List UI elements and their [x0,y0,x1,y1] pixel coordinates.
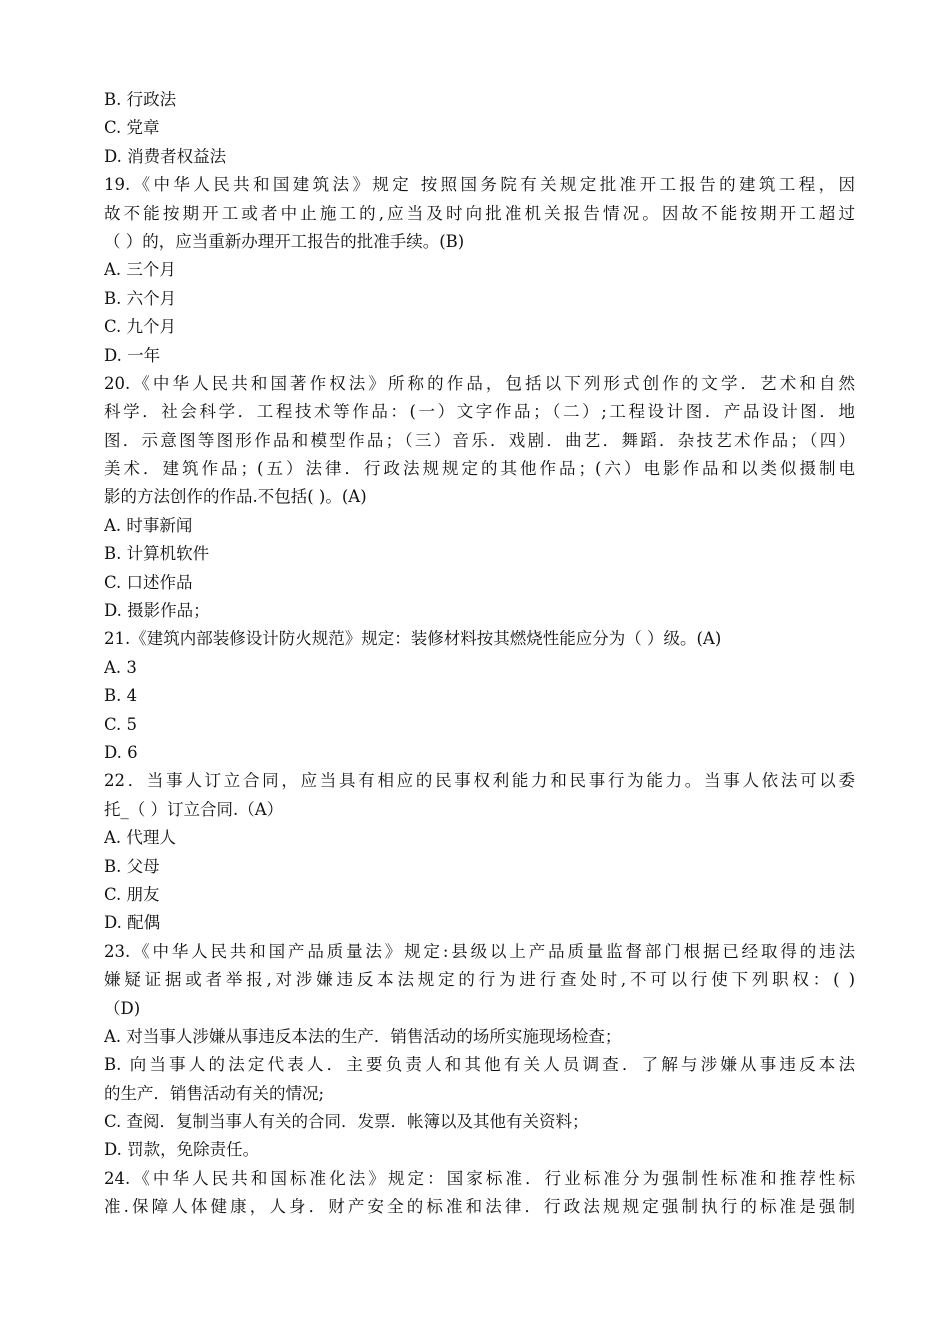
q21-option-a: A. 3 [104,657,137,677]
q21-option-c: C. 5 [104,714,138,734]
q21-option-d: D. 6 [104,742,138,762]
question-21: 21.《建筑内部装修设计防火规范》规定：装修材料按其燃烧性能应分为（ ）级。(A) [104,629,722,649]
q20-option-b: B. 计算机软件 [104,544,210,564]
question-24-line-2: 准.保障人体健康，人身．财产安全的标准和法律．行政法规规定强制执行的标准是强制 [104,1197,855,1217]
q22-option-a: A. 代理人 [104,828,176,848]
question-20-line-2: 科学．社会科学．工程技术等作品：(一）文字作品；（二）;工程设计图．产品设计图．地 [104,402,855,422]
question-20-line-5: 影的方法创作的作品.不包括( )。(A) [104,487,367,507]
q19-option-c: C. 九个月 [104,317,177,337]
q23-option-b-line-2: 的生产．销售活动有关的情况; [104,1083,325,1103]
question-19-line-2: 故不能按期开工或者中止施工的,应当及时向批准机关报告情况。因故不能按期开工超过 [104,203,855,223]
question-19-line-3: （ ）的，应当重新办理开工报告的批准手续。(B) [104,231,465,251]
question-22-line-1: 22．当事人订立合同，应当具有相应的民事权利能力和民事行为能力。当事人依法可以委 [104,771,855,791]
q20-option-d: D. 摄影作品； [104,601,210,621]
q23-option-c: C. 查阅．复制当事人有关的合同．发票．帐簿以及其他有关资料； [104,1112,589,1132]
q23-option-a: A. 对当事人涉嫌从事违反本法的生产．销售活动的场所实施现场检查； [104,1026,622,1046]
q21-option-b: B. 4 [104,686,138,706]
question-20-line-3: 图．示意图等图形作品和模型作品；（三）音乐．戏剧．曲艺．舞蹈．杂技艺术作品；（四） [104,430,855,450]
option-b-administrative-law: B. 行政法 [104,90,177,109]
q19-option-a: A. 三个月 [104,260,176,280]
question-23-line-3: （D) [104,998,141,1018]
question-24-line-1: 24.《中华人民共和国标准化法》规定：国家标准．行业标准分为强制性标准和推荐性标 [104,1168,855,1188]
q19-option-d: D. 一年 [104,345,161,365]
q19-option-b: B. 六个月 [104,288,177,308]
question-19-line-1: 19.《中华人民共和国建筑法》规定 按照国务院有关规定批准开工报告的建筑工程，因 [104,175,855,195]
q23-option-d: D. 罚款，免除责任。 [104,1140,260,1160]
q22-option-c: C. 朋友 [104,884,160,904]
q22-option-b: B. 父母 [104,856,160,876]
q23-option-b-line-1: B. 向当事人的法定代表人．主要负责人和其他有关人员调查．了解与涉嫌从事违反本法 [104,1055,855,1075]
q20-option-a: A. 时事新闻 [104,515,193,535]
question-20-line-1: 20.《中华人民共和国著作权法》所称的作品，包括以下列形式创作的文学．艺术和自然 [104,373,855,393]
question-23-line-1: 23.《中华人民共和国产品质量法》规定:县级以上产品质量监督部门根据已经取得的违法 [104,941,855,961]
option-d-consumer-rights-law: D. 消费者权益法 [104,146,227,166]
question-23-line-2: 嫌疑证据或者举报,对涉嫌违反本法规定的行为进行查处时,不可以行使下列职权：( ) [104,970,855,990]
question-20-line-4: 美术．建筑作品；(五）法律．行政法规规定的其他作品；(六）电影作品和以类似摄制电 [104,459,855,479]
question-22-line-2: 托_（ ）订立合同.（A） [104,799,284,819]
q22-option-d: D. 配偶 [104,913,161,933]
q20-option-c: C. 口述作品 [104,572,193,592]
option-c-party-constitution: C. 党章 [104,118,160,138]
